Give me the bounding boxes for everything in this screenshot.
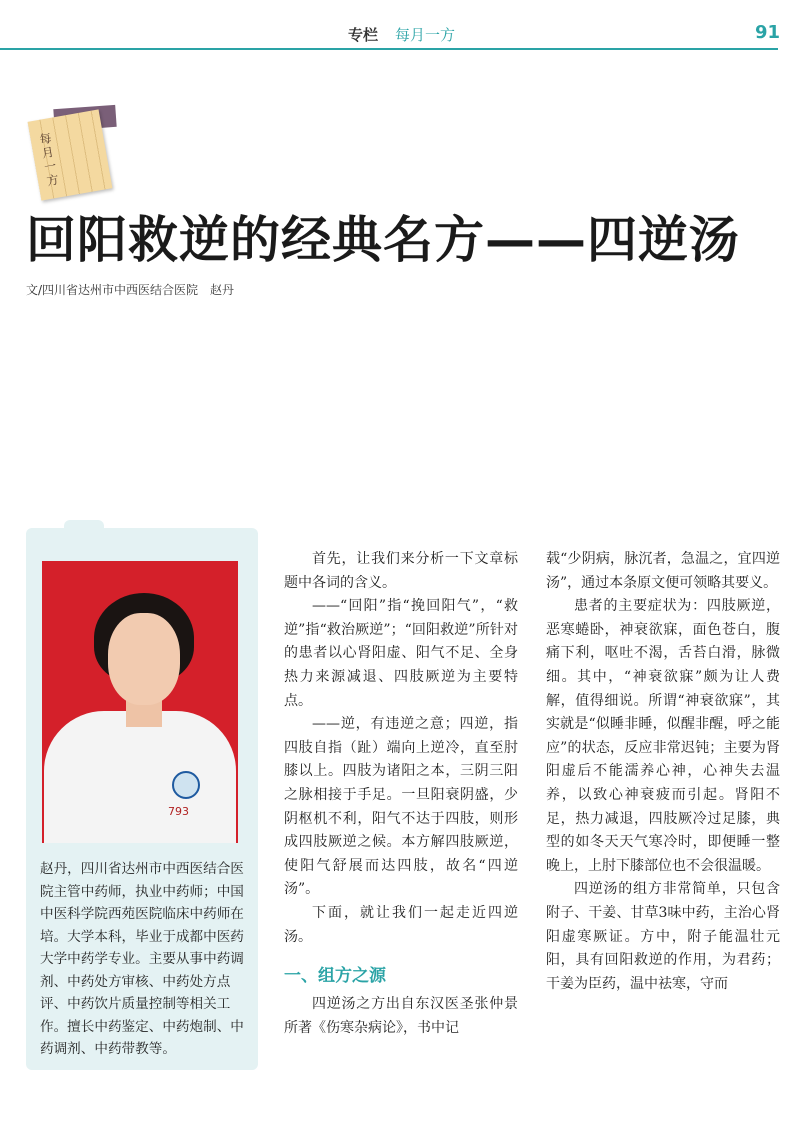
column-label: 专栏 [348, 26, 379, 44]
portrait-photo [42, 561, 238, 843]
body-column-1 [284, 548, 518, 1040]
section-label: 每月一方 [395, 26, 456, 44]
paragraph: ——“回阳”指“挽回阳气”，“救逆”指“救治厥逆”；“回阳救逆”所针对的患者以心肾阳虚、阳气不足、全身热力来源减退、四肢厥逆为主要特点。 [284, 598, 518, 709]
photo-number: 793 [168, 805, 189, 818]
page-number: 91 [755, 22, 781, 43]
page-header [0, 0, 800, 52]
byline: 文/四川省达州市中西医结合医院 赵丹 [26, 283, 235, 297]
paragraph: 四逆汤的组方非常简单，只包含附子、干姜、甘草3味中药，主治心肾阳虚寒厥证。方中，附子能温壮元阳，具有回阳救逆的作用，为君药；干姜为臣药，温中祛寒，守而 [546, 881, 780, 992]
author-sidebar [26, 528, 258, 1070]
author-bio [40, 858, 250, 1061]
badge-paper [28, 109, 113, 200]
paragraph: 载“少阴病，脉沉者，急温之，宜四逆汤”，通过本条原文便可领略其要义。 [546, 551, 780, 591]
article-title: 回阳救逆的经典名方——四逆汤 [26, 211, 740, 269]
photo-face [108, 613, 180, 705]
paragraph: 首先，让我们来分析一下文章标题中各词的含义。 [284, 551, 518, 591]
paragraph: 四逆汤之方出自东汉医圣张仲景所著《伤寒杂病论》，书中记 [284, 996, 518, 1036]
paragraph: 下面，就让我们一起走近四逆汤。 [284, 904, 518, 945]
column-badge [26, 105, 118, 200]
photo-white-coat [44, 711, 236, 843]
badge-text: 每月一方 [38, 131, 60, 189]
paragraph: 患者的主要症状为：四肢厥逆，恶寒蜷卧，神衰欲寐，面色苍白，腹痛下利，呕吐不渴，舌苔白滑，脉微细。其中，“神衰欲寐”颇为让人费解，值得细说。所谓“神衰欲寐”，其实就是“似睡非睡，似醒非醒，呼之能应”的状态，反应非常迟钝；主要为肾阳虚后不能濡养心神，心神失去温养，以致心神衰疲而引起。肾阳不足，热力减退，四肢厥冷过足膝，典型的如冬天天气寒冷时，即便睡一整晚上，上肘下膝部位也不会很温暖。 [546, 598, 780, 874]
author-bio-text: 赵丹，四川省达州市中西医结合医院主管中药师，执业中药师；中国中医科学院西苑医院临床中药师在培。大学本科，毕业于成都中医药大学中药学专业。主要从事中药调剂、中药处方审核、中药处方点评、中药饮片质量控制等相关工作。擅长中药鉴定、中药炮制、中药调剂、中药带教等。 [40, 861, 244, 1057]
sidebar-tab [64, 520, 104, 532]
paragraph: ——逆，有违逆之意；四逆，指四肢自指（趾）端向上逆冷，直至肘膝以上。四肢为诸阳之本，三阴三阳之脉相接于手足。一旦阳衰阴盛，少阴枢机不利，阳气不达于四肢，则形成四肢厥逆之候。本方解四肢厥逆，使阳气舒展而达四肢，故名“四逆汤”。 [284, 716, 518, 898]
section-heading: 一、组方之源 [284, 966, 386, 987]
header-rule [0, 48, 778, 50]
body-column-2 [546, 548, 780, 996]
hospital-emblem-icon [172, 771, 200, 799]
